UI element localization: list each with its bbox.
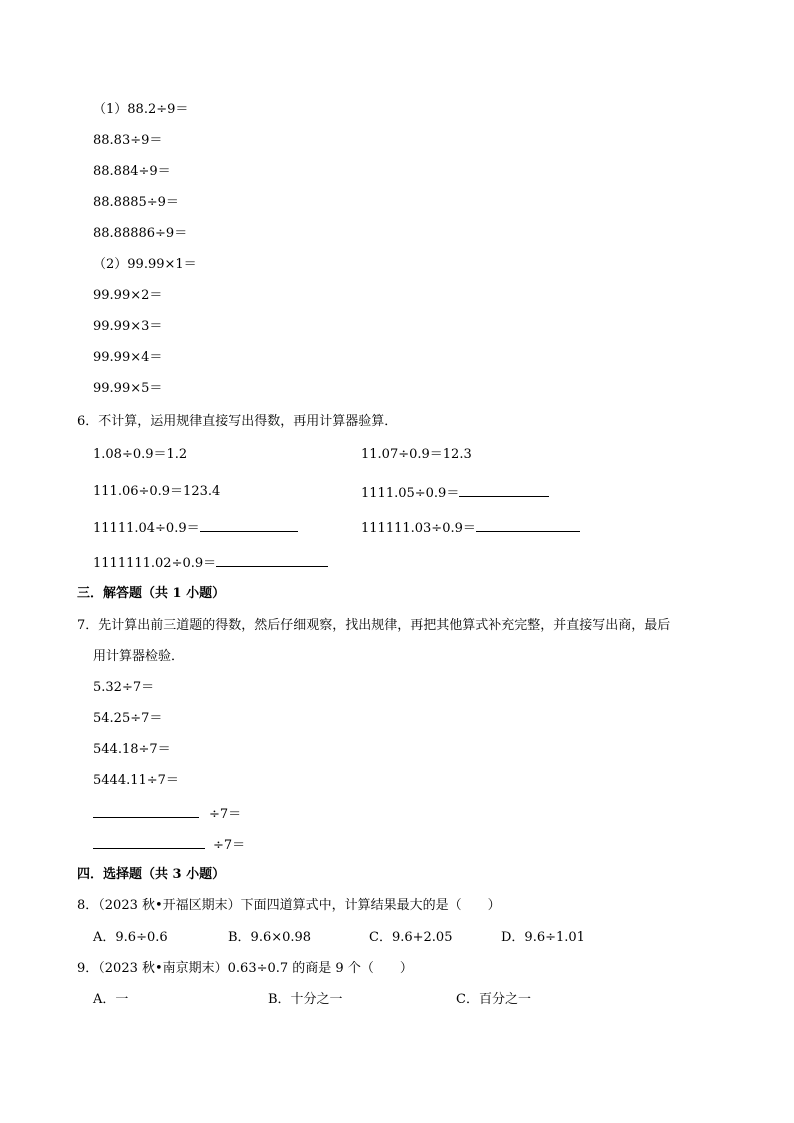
answer-blank[interactable] [93,805,199,818]
q6-item-text: 1111111.02÷0.9＝ [93,556,217,571]
q5-part1-line: 88.8885÷9＝ [93,195,179,210]
q5-part1-line: 88.884÷9＝ [93,164,171,179]
q5-part1-label: （1）88.2÷9＝ [93,102,189,117]
q6-item-with-blank [361,484,549,502]
q5-part1-line: 88.83÷9＝ [93,133,163,148]
q6-question: 6．不计算，运用规律直接写出得数，再用计算器验算． [77,414,398,429]
q7-line: 54.25÷7＝ [93,711,163,726]
q8-option-a[interactable]: A．9.6÷0.6 [93,930,168,945]
q8-option-c[interactable]: C．9.6+2.05 [369,930,453,945]
answer-blank[interactable] [459,484,549,497]
q7-line: 5.32÷7＝ [93,680,155,695]
q5-part2-label: （2）99.99×1＝ [93,257,197,272]
answer-blank[interactable] [476,519,580,532]
answer-blank[interactable] [216,554,328,567]
q8-option-d[interactable]: D．9.6÷1.01 [501,930,585,945]
q7-line: 544.18÷7＝ [93,742,171,757]
q6-item-text: 1111.05÷0.9＝ [361,486,460,501]
q9-question: 9．（2023 秋•南京期末）0.63÷0.7 的商是 9 个（ ） [77,961,413,976]
q6-item: 111.06÷0.9＝123.4 [93,484,221,499]
answer-blank[interactable] [200,519,298,532]
q9-option-a[interactable]: A．一 [93,992,129,1007]
q5-part1-line: 88.88886÷9＝ [93,226,188,241]
section-heading-4: 四．选择题（共 3 小题） [77,867,226,882]
q9-option-b[interactable]: B．十分之一 [268,992,343,1007]
q5-part2-line: 99.99×5＝ [93,381,163,396]
q6-item-with-blank [93,554,328,572]
q8-question: 8．（2023 秋•开福区期末）下面四道算式中，计算结果最大的是（ ） [77,898,501,913]
q6-item-text: 11111.04÷0.9＝ [93,521,200,536]
answer-blank[interactable] [93,836,205,849]
q7-blank-suffix: ÷7＝ [209,807,242,822]
q6-item: 1.08÷0.9＝1.2 [93,447,188,462]
q9-option-c[interactable]: C．百分之一 [456,992,531,1007]
q7-blank-line [93,836,245,854]
q6-item-with-blank [361,519,580,537]
q5-part2-line: 99.99×4＝ [93,350,163,365]
section-heading-3: 三．解答题（共 1 小题） [77,586,226,601]
q7-blank-suffix: ÷7＝ [213,838,246,853]
q7-line: 5444.11÷7＝ [93,773,179,788]
q5-part2-line: 99.99×3＝ [93,319,163,334]
q8-option-b[interactable]: B．9.6×0.98 [228,930,312,945]
q5-part2-line: 99.99×2＝ [93,288,163,303]
q6-item-with-blank [93,519,298,537]
q7-question-line2: 用计算器检验． [93,649,185,664]
q7-question-line1: 7．先计算出前三道题的得数，然后仔细观察，找出规律，再把其他算式补充完整，并直接写出商，最后 [77,618,671,633]
q6-item: 11.07÷0.9＝12.3 [361,447,472,462]
q6-item-text: 111111.03÷0.9＝ [361,521,476,536]
q7-blank-line [93,805,241,823]
